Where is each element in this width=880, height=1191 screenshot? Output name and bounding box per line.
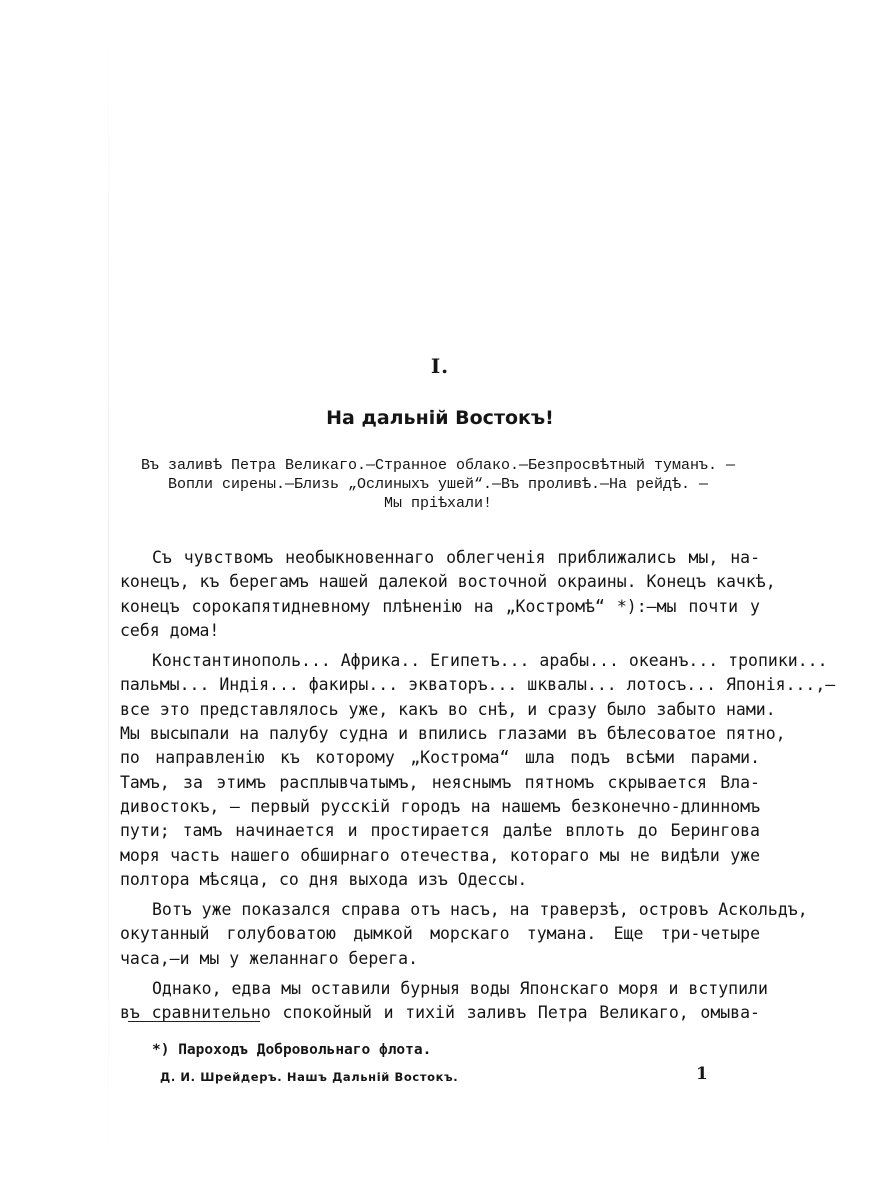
summary-line: Въ заливѣ Петра Великаго.—Странное облако.—Безпросвѣтный туманъ. — — [140, 457, 736, 474]
text-line: часа,—и мы у желаннаго берега. — [120, 948, 419, 968]
paragraph — [120, 649, 836, 892]
paragraph — [120, 898, 808, 971]
page-number: 1 — [696, 1064, 708, 1084]
text-line: Мы высыпали на палубу судна и впились глазами въ бѣлесоватое пятно, — [120, 724, 786, 744]
text-line: Константинополь... Африка.. Египетъ... арабы... океанъ... тропики... — [152, 651, 828, 671]
summary-line: Вопли сирены.—Близь „Ослиныхъ ушей“.—Въ проливѣ.—На рейдѣ. — — [167, 476, 709, 493]
summary-line: Мы пріѣхали! — [383, 495, 493, 512]
chapter-summary — [118, 456, 758, 513]
paragraph — [120, 546, 776, 643]
footnote: *) Пароходъ Добровольнаго флота. — [152, 1042, 432, 1058]
text-line: пальмы... Индія... факиры... экваторъ... шквалы... лотосъ... Японія...,— — [120, 675, 836, 695]
text-line: себя дома! — [120, 620, 220, 640]
text-line: дивостокъ, — первый русскій городъ на нашемъ безконечно-длинномъ — [120, 796, 760, 816]
running-footer: Д. И. Шрейдеръ. Нашъ Дальній Востокъ. — [160, 1070, 459, 1084]
text-line: окутанный голубоватою дымкой морскаго тумана. Еще три-четыре — [120, 924, 760, 944]
text-line: Съ чувствомъ необыкновеннаго облегченія приближались мы, на- — [152, 548, 760, 567]
body-text — [120, 546, 836, 1026]
text-line: полтора мѣсяца, со дня выхода изъ Одессы. — [120, 869, 528, 889]
chapter-number: I. — [430, 354, 450, 378]
text-line: Вотъ уже показался справа отъ насъ, на траверзѣ, островъ Аскольдъ, — [152, 900, 808, 920]
text-line: конецъ, къ берегамъ нашей далекой восточной окраины. Конецъ качкѣ, — [120, 572, 776, 592]
text-line: все это представлялось уже, какъ во снѣ, и сразу было забыто нами. — [120, 699, 776, 719]
text-line: Тамъ, за этимъ расплывчатымъ, неяснымъ пятномъ скрывается Вла- — [120, 772, 760, 792]
text-line: конецъ сорокапятидневному плѣненію на „Костромѣ“ *):—мы почти у — [120, 596, 760, 616]
text-line: пути; тамъ начинается и простирается далѣе вплоть до Берингова — [120, 821, 760, 841]
text-line: Однако, едва мы оставили бурныя воды Японскаго моря и вступили — [152, 979, 768, 999]
paragraph — [120, 977, 768, 1026]
text-line: въ сравнительно спокойный и тихій заливъ Петра Великаго, омыва- — [120, 1003, 760, 1023]
footnote-divider — [128, 1021, 260, 1022]
scan-edge — [108, 0, 109, 1191]
chapter-title: На дальній Востокъ! — [326, 407, 554, 429]
text-line: по направленію къ которому „Кострома“ шла подъ всѣми парами. — [120, 748, 760, 768]
text-line: моря часть нашего обширнаго отечества, котораго мы не видѣли уже — [120, 845, 760, 865]
